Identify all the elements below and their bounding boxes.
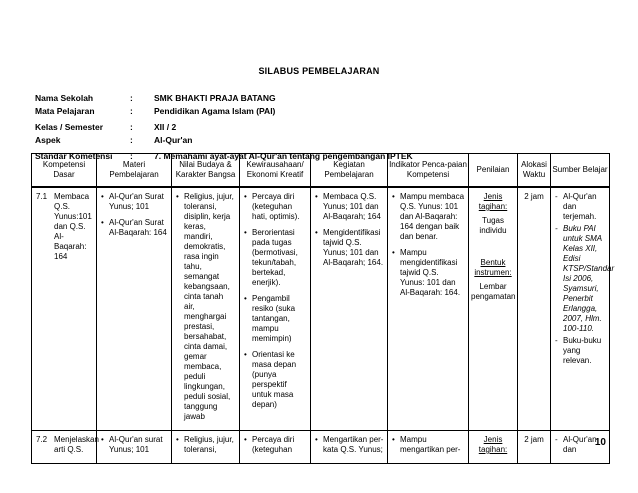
cell-penilaian: [469, 431, 518, 464]
column-header: Kompetensi Dasar: [32, 154, 97, 188]
cell-materi: [97, 187, 172, 431]
cell-materi: [97, 431, 172, 464]
instrument-value: Lembar pengamatan: [471, 282, 516, 301]
column-header: Nilai Budaya & Karakter Bangsa: [172, 154, 240, 188]
meta-value: Pendidikan Agama Islam (PAI): [154, 106, 276, 116]
cell-sumber: [551, 187, 615, 431]
table-row: [32, 431, 610, 464]
kd-text: Membaca Q.S. Yunus:101 dan Q.S. Al-Baqarah: 164: [54, 192, 92, 261]
list-item: • Al-Qur'an surat Yunus; 101: [101, 435, 168, 455]
meta-value: 7. Memahami ayat-ayat Al-Qur'an tentang pengembangan IPTEK: [154, 151, 413, 161]
list-item: • Mampu mengartikan per-: [392, 435, 465, 455]
meta-value: SMK BHAKTI PRAJA BATANG: [154, 93, 276, 103]
cell-kompetensi: [32, 431, 97, 464]
list-item: - Al-Qur'an dan terjemah.: [555, 192, 606, 222]
meta-colon: :: [130, 106, 133, 116]
meta-colon: :: [130, 151, 133, 161]
kd-number: 7.2: [36, 435, 48, 444]
meta-label: Aspek: [35, 135, 61, 145]
list-item: • Mampu mengidentifikasi tajwid Q.S. Yunus: 101 dan Al-Baqarah: 164.: [392, 248, 465, 298]
list-item: • Pengambil resiko (suka tantangan, mampu memimpin): [244, 294, 307, 344]
list-item: • Al-Qur'an Surat Al-Baqarah: 164: [101, 218, 168, 238]
meta-label: Kelas / Semester: [35, 122, 104, 132]
cell-nilai: [172, 187, 240, 431]
assessment-type-label: Jenis tagihan:: [478, 192, 508, 211]
list-item: • Orientasi ke masa depan (punya perspektif untuk masa depan): [244, 350, 307, 410]
cell-penilaian: [469, 187, 518, 431]
list-item: • Al-Qur'an Surat Yunus; 101: [101, 192, 168, 212]
column-header: Penilaian: [469, 154, 518, 188]
cell-waktu: [518, 187, 551, 431]
list-item: - Buku-buku yang relevan.: [555, 336, 606, 366]
kd-number: 7.1: [36, 192, 48, 201]
list-item: • Religius, jujur, toleransi, disiplin, kerja keras, mandiri, demokratis, rasa ingin tahu, semangat kebangsaan, cinta tanah air, menghargai prestasi, bersahabat, cinta damai, gemar membaca, peduli lingkungan, peduli sosial, tanggung jawab: [176, 192, 236, 422]
meta-label: Mata Pelajaran: [35, 106, 95, 116]
meta-label: Standar Kometensi: [35, 151, 113, 161]
cell-nilai: [172, 431, 240, 464]
syllabus-table: [31, 153, 615, 464]
assessment-type-value: Tugas individu: [479, 216, 507, 235]
cell-kompetensi: [32, 187, 97, 431]
list-item: • Religius, jujur, toleransi,: [176, 435, 236, 455]
meta-label: Nama Sekolah: [35, 93, 94, 103]
meta-colon: :: [130, 93, 133, 103]
meta-value: Al-Qur'an: [154, 135, 193, 145]
page-number: 10: [594, 437, 606, 448]
cell-kegiatan: [311, 187, 388, 431]
list-item: • Mengartikan per-kata Q.S. Yunus;: [315, 435, 384, 455]
list-item: • Berorientasi pada tugas (bermotivasi, tekun/tabah, bertekad, enerjik).: [244, 228, 307, 288]
meta-row-school: [35, 92, 595, 105]
column-header: Indikator Penca-paian Kompetensi: [388, 154, 469, 188]
table-row: [32, 187, 610, 431]
cell-waktu: [518, 431, 551, 464]
column-header: Sumber Belajar: [551, 154, 610, 188]
time-allocation: 2 jam: [524, 435, 544, 444]
cell-kewirausahaan: [240, 187, 311, 431]
instrument-label: Bentuk instrumen:: [474, 258, 512, 277]
assessment-type-label: Jenis tagihan:: [478, 435, 508, 454]
list-item: • Percaya diri (keteguhan: [244, 435, 307, 455]
column-header: Kegiatan Pembelajaran: [311, 154, 388, 188]
cell-indikator: [388, 187, 469, 431]
list-item: • Membaca Q.S. Yunus; 101 dan Al-Baqarah; 164: [315, 192, 384, 222]
list-item: • Percaya diri (keteguhan hati, optimis).: [244, 192, 307, 222]
time-allocation: 2 jam: [524, 192, 544, 201]
column-header: Alokasi Waktu: [518, 154, 551, 188]
column-header: Materi Pembelajaran: [97, 154, 172, 188]
meta-value: XII / 2: [154, 122, 177, 132]
cell-indikator: [388, 431, 469, 464]
kd-text: Menjelaskan arti Q.S.: [54, 435, 99, 454]
meta-row-aspect: [35, 134, 595, 147]
table-header-row: [32, 154, 610, 188]
list-item: - Al-Qur'an dan: [555, 435, 606, 455]
list-item: • Mampu membaca Q.S. Yunus: 101 dan Al-Baqarah: 164 dengan baik dan benar.: [392, 192, 465, 242]
cell-kegiatan: [311, 431, 388, 464]
page-title: SILABUS PEMBELAJARAN: [258, 66, 380, 76]
meta-row-class: [35, 121, 595, 134]
cell-kewirausahaan: [240, 431, 311, 464]
meta-row-subject: [35, 105, 595, 118]
list-item: - Buku PAI untuk SMA Kelas XII, Edisi KTSP/Standar Isi 2006, Syamsuri, Penerbit Erlangga, 2007, Hlm. 100-110.: [555, 224, 606, 334]
meta-colon: :: [130, 135, 133, 145]
meta-colon: :: [130, 122, 133, 132]
column-header: Kewirausahaan/ Ekonomi Kreatif: [240, 154, 311, 188]
list-item: • Mengidentifikasi tajwid Q.S. Yunus; 101 dan Al-Baqarah; 164.: [315, 228, 384, 268]
